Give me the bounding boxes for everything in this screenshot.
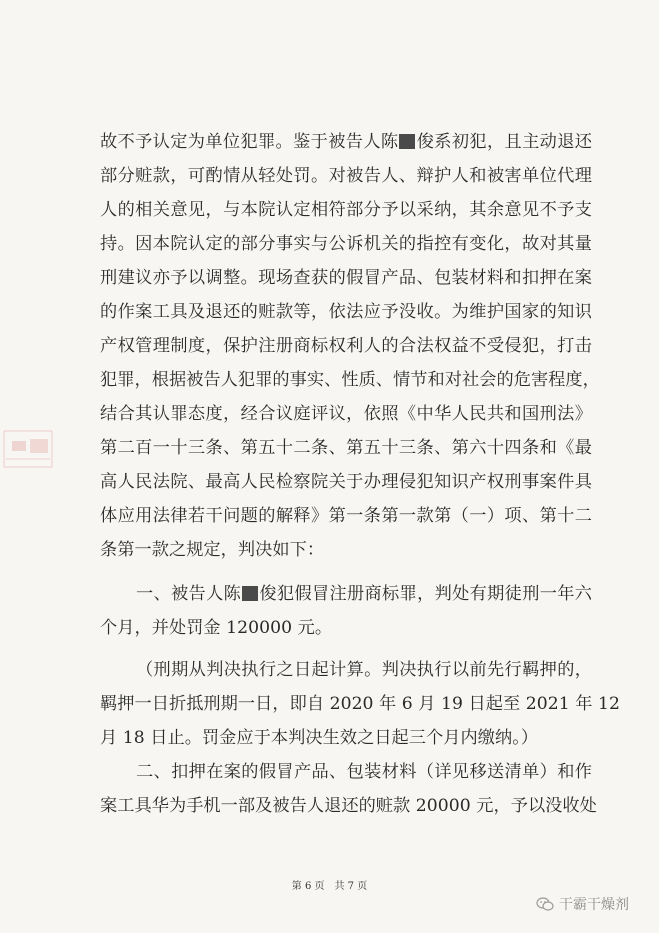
watermark-text: 干霸干燥剂 [559,897,629,913]
line-text: 一、被告人陈 [136,584,242,604]
paragraph-line: 第二百一十三条、第五十二条、第五十三条、第六十四条和《最 [100,438,592,458]
paragraph-line: 犯罪，根据被告人犯罪的事实、性质、情节和对社会的危害程度， [100,370,600,390]
paragraph-line: 部分赃款，可酌情从轻处罚。对被告人、辩护人和被害单位代理 [100,166,592,186]
redaction-block [399,134,415,149]
seal-stamp-fragment [0,425,60,475]
paragraph-line: 刑建议亦予以调整。现场查获的假冒产品、包装材料和扣押在案 [100,268,592,288]
line-text: 故不予认定为单位犯罪。鉴于被告人陈 [100,132,399,152]
page-footer: 第 6 页 共 7 页 [291,881,368,892]
paragraph-line: 结合其认罪态度，经合议庭评议，依照《中华人民共和国刑法》 [100,404,592,424]
paragraph-line: 案工具华为手机一部及被告人退还的赃款 20000 元，予以没收处 [100,796,597,816]
paragraph-line: 产权管理制度，保护注册商标权利人的合法权益不受侵犯，打击 [100,336,592,356]
paragraph-line: 条第一款之规定，判决如下： [100,540,325,560]
paragraph-line: （刑期从判决执行之日起计算。判决执行以前先行羁押的， [136,660,592,680]
line-text: 俊系初犯，且主动退还 [416,132,592,152]
paragraph-line: 个月，并处罚金 120000 元。 [100,618,333,638]
redaction-block [242,586,258,601]
paragraph-line: 羁押一日折抵刑期一日，即自 2020 年 6 月 19 日起至 2021 年 12 [100,694,620,714]
paragraph-line [100,132,592,152]
paragraph-line: 的作案工具及退还的赃款等，依法应予没收。为维护国家的知识 [100,302,592,322]
paragraph-line: 月 18 日止。罚金应于本判决生效之日起三个月内缴纳。） [100,728,539,748]
paragraph-line: 体应用法律若干问题的解释》第一条第一款第（一）项、第十二 [100,506,592,526]
verdict-item-two: 二、扣押在案的假冒产品、包装材料（详见移送清单）和作 [136,762,592,782]
paragraph-line: 持。因本院认定的部分事实与公诉机关的指控有变化，故对其量 [100,234,592,254]
paragraph-line: 人的相关意见，与本院认定相符部分予以采纳，其余意见不予支 [100,200,592,220]
line-text: 俊犯假冒注册商标罪，判处有期徒刑一年六 [259,584,592,604]
verdict-item-one [136,584,592,604]
paragraph-line: 高人民法院、最高人民检察院关于办理侵犯知识产权刑事案件具 [100,472,592,492]
account-watermark [536,894,629,914]
wechat-icon [536,897,554,911]
